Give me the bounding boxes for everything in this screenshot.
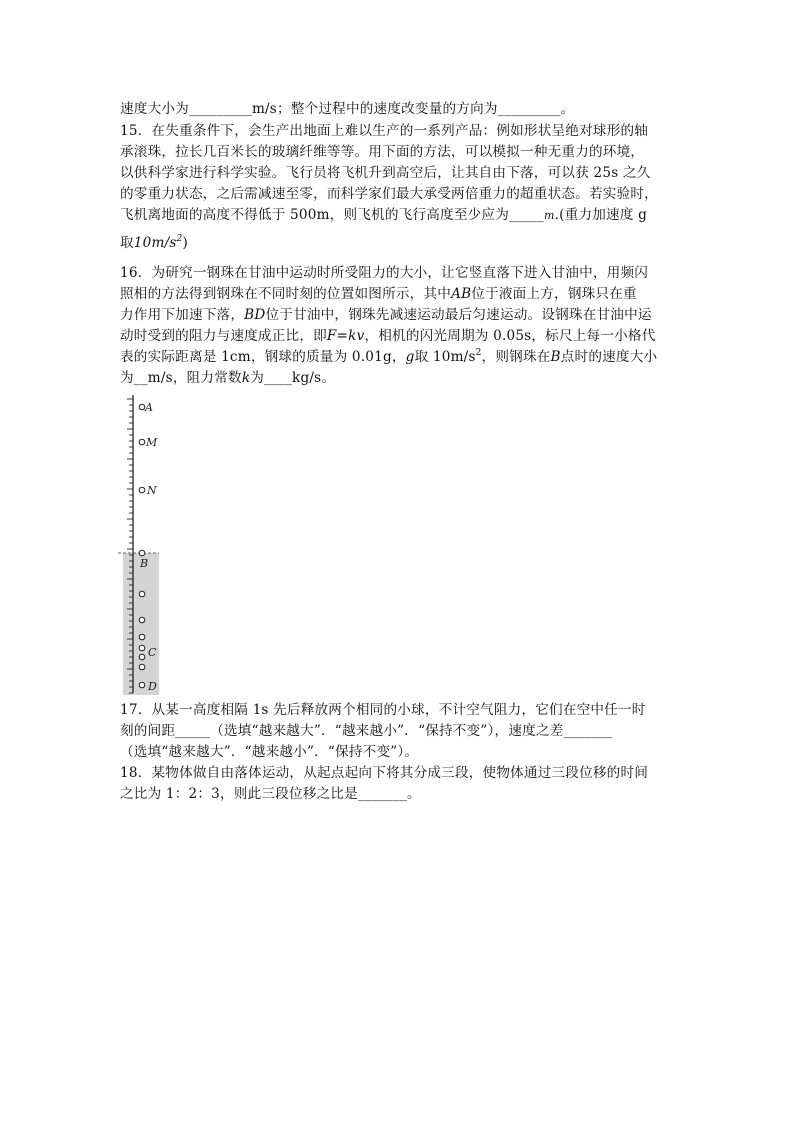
q16-text: 照相的方法得到钢珠在不同时刻的位置如图所示，其中 (120, 286, 452, 302)
q15-text: 飞机离地面的高度不得低于 500m，则飞机的飞行高度至少应为_____ (120, 207, 544, 223)
q15-line-1: 15．在失重条件下，会生产出地面上难以生产的一系列产品：例如形状呈绝对球形的轴 (120, 123, 649, 139)
q16-text: 表的实际距离是 1cm，钢球的质量为 0.01g， (120, 349, 406, 365)
q15-text: ) (182, 235, 188, 251)
q15-line-3: 以供科学家进行科学实验。飞行员将飞机升到高空后，让其自由下落，可以获 25s 之久 (120, 165, 651, 181)
ball-position (139, 645, 145, 651)
ball-position (139, 617, 145, 623)
var-bd: BD (244, 307, 266, 323)
glycerin-liquid (123, 553, 159, 695)
q16-text: 点时的速度大小 (560, 349, 658, 365)
q15-text: .(重力加速度 g (554, 207, 648, 223)
ball-position (139, 682, 145, 688)
label-n: N (147, 484, 157, 497)
q17-line-3: （选填“越来越大”．“越来越小”．“保持不变”）。 (120, 744, 419, 760)
q16-text: 为__m/s，阻力常数 (120, 370, 242, 386)
strobe-ruler-figure (118, 393, 178, 697)
q16-text: 位于液面上方，钢珠只在重 (471, 286, 637, 302)
q16-line-6 (120, 368, 335, 388)
label-m: M (146, 436, 158, 449)
q16-text: 取 10m/s (414, 349, 476, 365)
q16-line-2 (120, 284, 637, 304)
q15-text: 取 (120, 235, 134, 251)
exponent: 2 (475, 348, 482, 358)
label-a: A (145, 401, 153, 414)
q16-line-4 (120, 326, 656, 346)
q14-tail-line: 速度大小为_________m/s；整个过程中的速度改变量的方向为_________。 (120, 101, 575, 117)
gravity-value: 10m/s (133, 235, 177, 251)
ball-position (139, 550, 145, 556)
var-g: g (405, 349, 415, 365)
q16-text: 位于甘油中，钢珠先减速运动最后匀速运动。设钢珠在甘油中运 (265, 307, 652, 323)
exponent: 2 (176, 234, 183, 244)
ball-position (139, 404, 145, 410)
q16-line-5 (120, 347, 657, 367)
q16-text: ，相机的闪光周期为 0.05s，标尺上每一小格代 (364, 328, 656, 344)
q18-line-1: 18．某物体做自由落体运动，从起点起向下将其分成三段，使物体通过三段位移的时间 (120, 765, 649, 781)
unit-m: m (543, 209, 555, 222)
q16-line-1: 16．为研究一钢珠在甘油中运动时所受阻力的大小，让它竖直落下进入甘油中，用频闪 (120, 265, 649, 281)
ball-position (139, 654, 145, 660)
q16-text: 为____kg/s。 (250, 370, 336, 386)
label-c: C (148, 646, 157, 659)
var-b: B (550, 349, 561, 365)
ball-position (139, 664, 145, 670)
q16-text: ，则钢珠在 (481, 349, 551, 365)
var-k: k (241, 370, 251, 386)
q15-line-6 (120, 233, 188, 253)
ball-position (139, 439, 145, 445)
q16-text: 力作用下加速下落， (120, 307, 245, 323)
q17-line-2: 刻的间距_____（选填“越来越大”．“越来越小”．“保持不变”），速度之差_______ (120, 723, 613, 739)
formula-fkv: F=kv (326, 328, 365, 344)
q16-text: 动时受到的阻力与速度成正比，即 (120, 328, 327, 344)
q18-line-2: 之比为 1：2：3，则此三段位移之比是_______。 (120, 786, 421, 802)
var-ab: AB (451, 286, 472, 302)
ball-position (139, 591, 145, 597)
q15-line-2: 承滚珠，拉长几百米长的玻璃纤维等等。用下面的方法，可以模拟一种无重力的环境， (120, 144, 645, 160)
label-b: B (140, 557, 149, 570)
q15-line-5 (120, 205, 647, 226)
ball-position (139, 487, 145, 493)
q17-line-1: 17．从某一高度相隔 1s 先后释放两个相同的小球，不计空气阻力，它们在空中任一时 (120, 702, 646, 718)
q15-line-4: 的零重力状态，之后需减速至零，而科学家们最大承受两倍重力的超重状态。若实验时， (120, 186, 658, 202)
label-d: D (148, 680, 157, 693)
q16-line-3 (120, 305, 652, 325)
ball-position (139, 634, 145, 640)
